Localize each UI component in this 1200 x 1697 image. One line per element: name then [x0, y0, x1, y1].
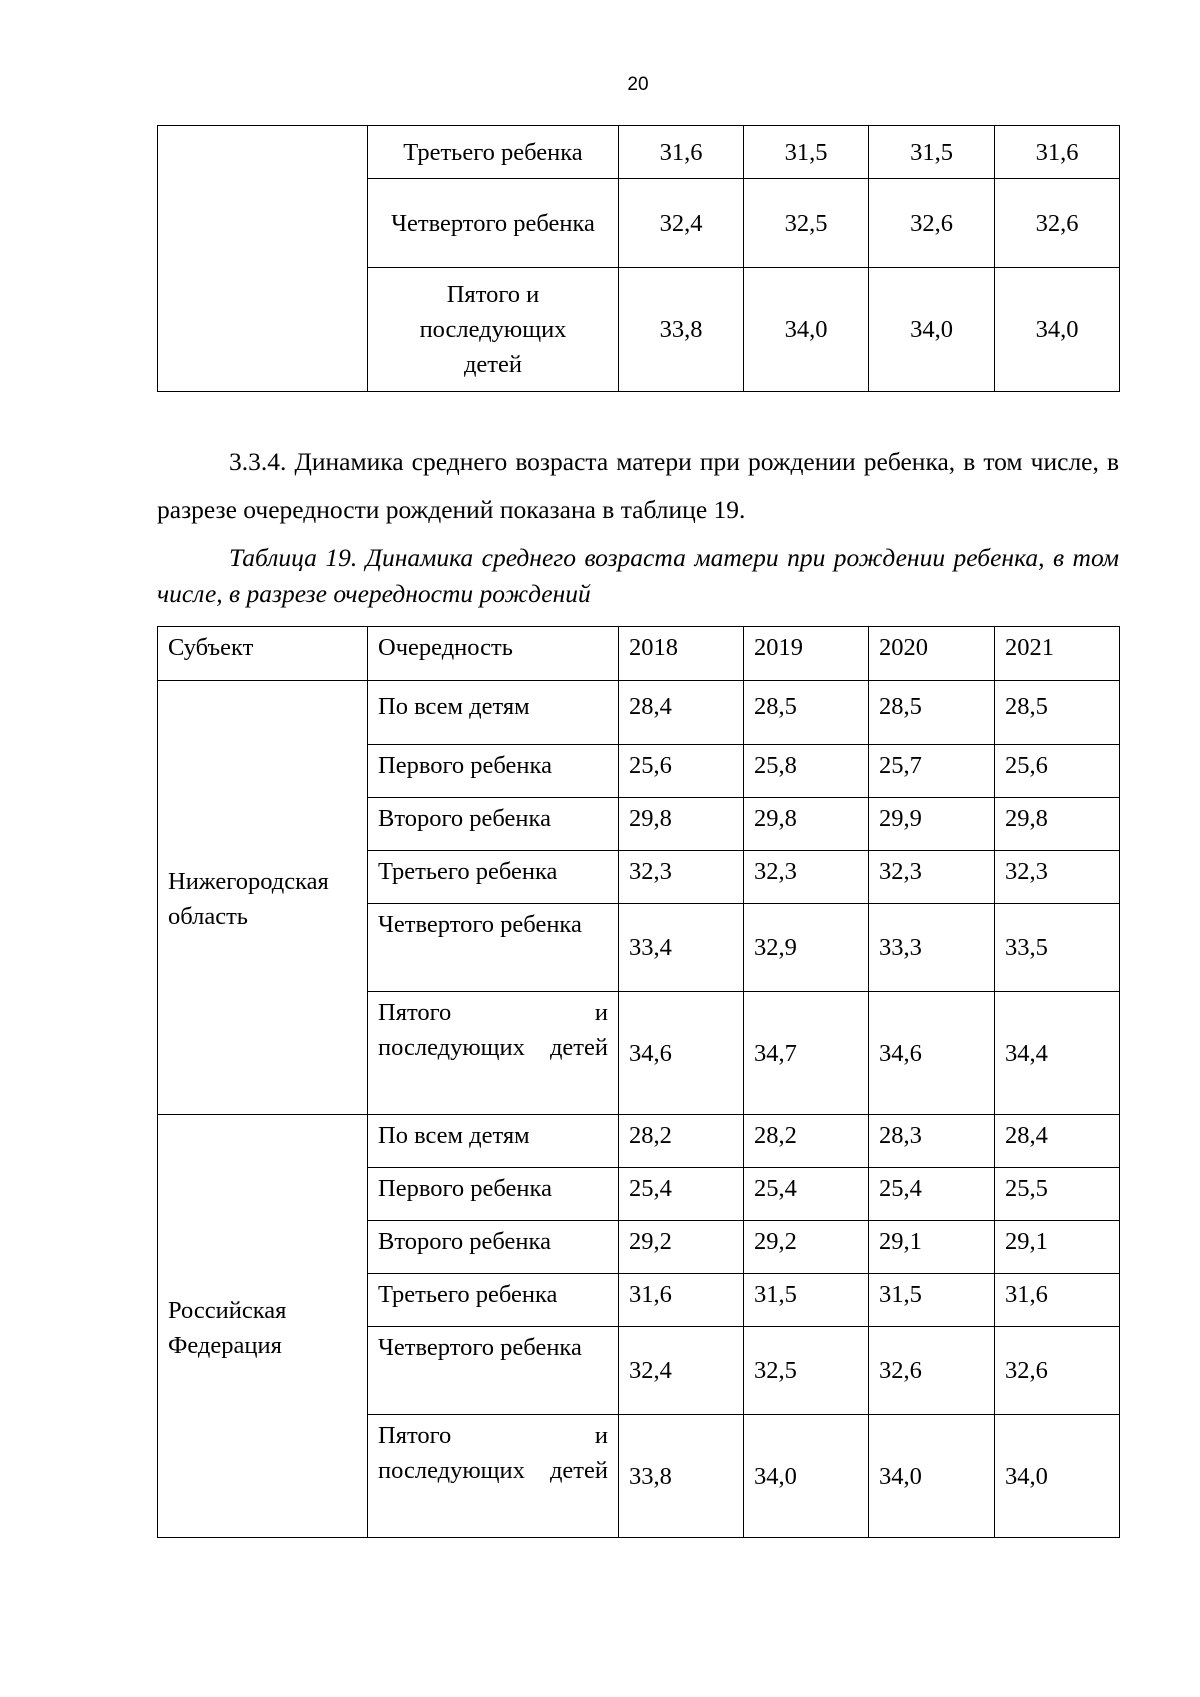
value-cell: 25,4 — [619, 1168, 744, 1221]
table-row — [158, 1115, 1120, 1168]
value-cell: 33,3 — [869, 904, 995, 992]
value-cell: 28,5 — [995, 681, 1120, 745]
value-cell: 29,2 — [744, 1221, 869, 1274]
table-19 — [157, 626, 1120, 1538]
value-cell: 32,5 — [744, 179, 869, 268]
value-cell: 31,5 — [869, 126, 995, 179]
subject-cell: Российская Федерация — [158, 1115, 368, 1538]
header-subject: Субъект — [158, 627, 368, 681]
value-cell: 32,4 — [619, 179, 744, 268]
value-cell: 31,6 — [619, 126, 744, 179]
value-cell: 31,5 — [744, 1274, 869, 1327]
value-cell: 34,4 — [995, 992, 1120, 1115]
value-cell: 33,8 — [619, 1415, 744, 1538]
value-cell: 25,5 — [995, 1168, 1120, 1221]
value-cell: 29,8 — [744, 798, 869, 851]
header-year: 2019 — [744, 627, 869, 681]
table-caption: Таблица 19. Динамика среднего возраста матери при рождении ребенка, в том числе, в разрезе очередности рождений — [157, 543, 1119, 608]
order-cell: Пятого и последующих детей — [368, 1415, 619, 1538]
value-cell: 32,4 — [619, 1327, 744, 1415]
value-cell: 32,6 — [995, 179, 1120, 268]
table-header-row — [158, 627, 1120, 681]
subject-cell: Нижегородская область — [158, 681, 368, 1115]
value-cell: 25,4 — [744, 1168, 869, 1221]
table-row — [158, 126, 1120, 179]
value-cell: 31,6 — [995, 126, 1120, 179]
value-cell: 31,6 — [619, 1274, 744, 1327]
value-cell: 34,7 — [744, 992, 869, 1115]
value-cell: 29,2 — [619, 1221, 744, 1274]
value-cell: 34,6 — [869, 992, 995, 1115]
header-year: 2018 — [619, 627, 744, 681]
value-cell: 33,4 — [619, 904, 744, 992]
value-cell: 25,8 — [744, 745, 869, 798]
order-cell: Второго ребенка — [368, 798, 619, 851]
value-cell: 28,2 — [619, 1115, 744, 1168]
value-cell: 34,0 — [995, 268, 1120, 392]
value-cell: 25,6 — [995, 745, 1120, 798]
order-cell: Третьего ребенка — [368, 851, 619, 904]
header-order: Очередность — [368, 627, 619, 681]
value-cell: 32,6 — [869, 1327, 995, 1415]
value-cell: 32,3 — [744, 851, 869, 904]
value-cell: 32,9 — [744, 904, 869, 992]
order-cell: Четвертого ребенка — [368, 179, 619, 268]
order-cell: Пятого и последующих детей — [368, 992, 619, 1115]
value-cell: 28,4 — [995, 1115, 1120, 1168]
value-cell: 34,0 — [744, 268, 869, 392]
value-cell: 28,5 — [744, 681, 869, 745]
order-cell: Четвертого ребенка — [368, 904, 619, 992]
value-cell: 33,8 — [619, 268, 744, 392]
value-cell: 34,0 — [995, 1415, 1120, 1538]
value-cell: 29,9 — [869, 798, 995, 851]
page-number: 20 — [627, 74, 649, 95]
value-cell: 29,1 — [995, 1221, 1120, 1274]
value-cell: 25,7 — [869, 745, 995, 798]
header-year: 2021 — [995, 627, 1120, 681]
subject-cell-empty — [158, 126, 368, 392]
order-cell: Второго ребенка — [368, 1221, 619, 1274]
value-cell: 34,0 — [744, 1415, 869, 1538]
order-cell: По всем детям — [368, 1115, 619, 1168]
value-cell: 31,5 — [744, 126, 869, 179]
continuation-table — [157, 125, 1120, 392]
header-year: 2020 — [869, 627, 995, 681]
value-cell: 34,0 — [869, 1415, 995, 1538]
value-cell: 29,8 — [995, 798, 1120, 851]
table-row — [158, 681, 1120, 745]
value-cell: 28,2 — [744, 1115, 869, 1168]
value-cell: 28,5 — [869, 681, 995, 745]
value-cell: 32,6 — [869, 179, 995, 268]
value-cell: 29,1 — [869, 1221, 995, 1274]
body-paragraph: 3.3.4. Динамика среднего возраста матери при рождении ребенка, в том числе, в разрезе очередности рождений показана в таблице 19. — [157, 447, 1119, 524]
value-cell: 33,5 — [995, 904, 1120, 992]
value-cell: 32,3 — [619, 851, 744, 904]
order-cell: Первого ребенка — [368, 745, 619, 798]
value-cell: 32,3 — [869, 851, 995, 904]
value-cell: 31,6 — [995, 1274, 1120, 1327]
order-cell: Первого ребенка — [368, 1168, 619, 1221]
order-cell: Третьего ребенка — [368, 1274, 619, 1327]
value-cell: 32,5 — [744, 1327, 869, 1415]
value-cell: 34,6 — [619, 992, 744, 1115]
order-cell: Четвертого ребенка — [368, 1327, 619, 1415]
value-cell: 28,3 — [869, 1115, 995, 1168]
value-cell: 31,5 — [869, 1274, 995, 1327]
value-cell: 34,0 — [869, 268, 995, 392]
value-cell: 25,4 — [869, 1168, 995, 1221]
order-cell: Третьего ребенка — [368, 126, 619, 179]
value-cell: 32,3 — [995, 851, 1120, 904]
order-cell: По всем детям — [368, 681, 619, 745]
order-cell: Пятого и последующих детей — [368, 268, 619, 392]
value-cell: 25,6 — [619, 745, 744, 798]
value-cell: 29,8 — [619, 798, 744, 851]
value-cell: 32,6 — [995, 1327, 1120, 1415]
value-cell: 28,4 — [619, 681, 744, 745]
